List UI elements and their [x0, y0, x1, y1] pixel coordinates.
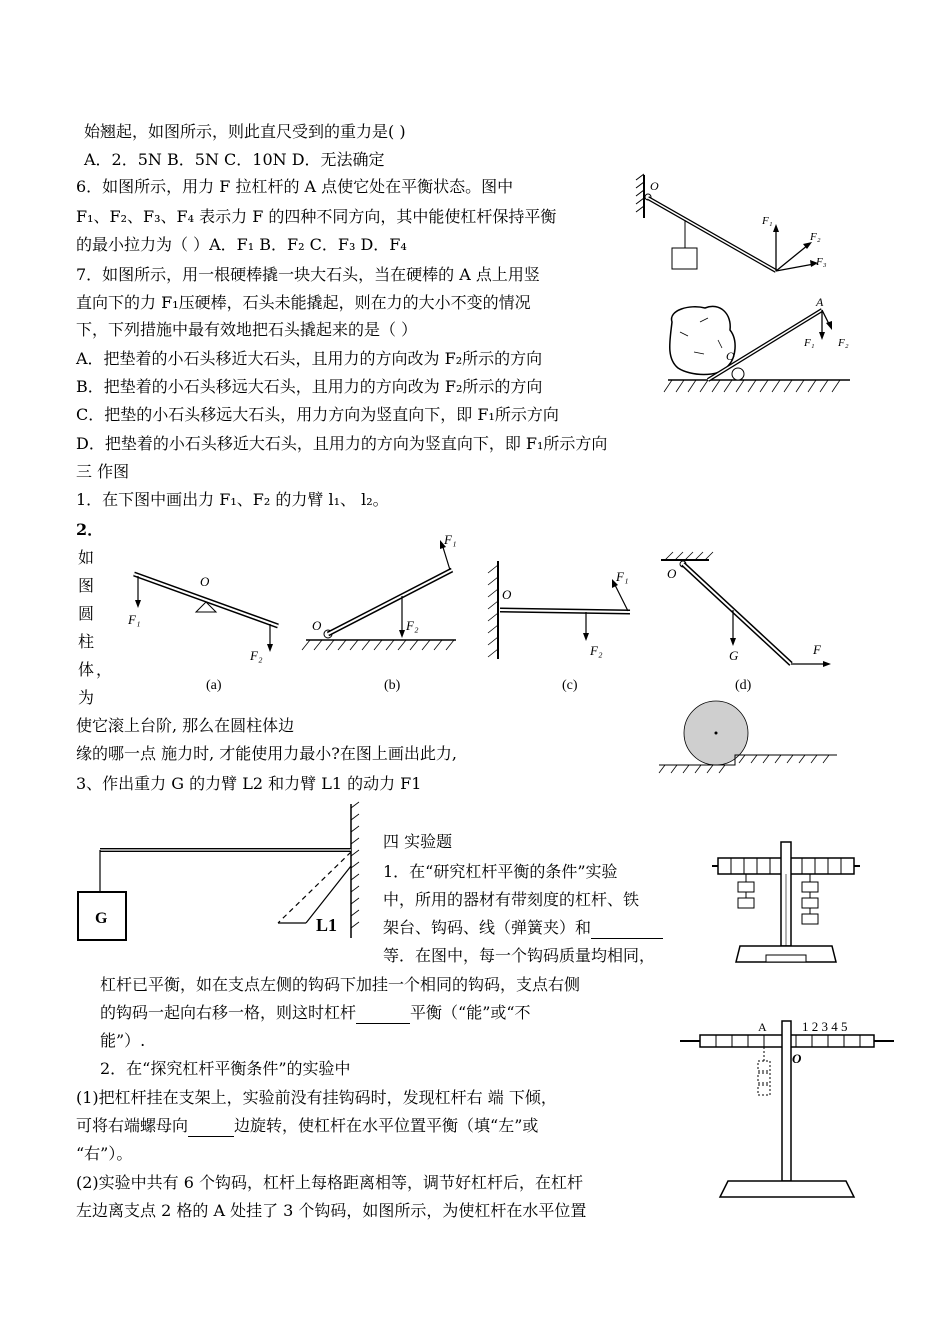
lever-figure-b — [300, 530, 470, 695]
lever-figure-c — [482, 555, 642, 695]
section3-q2-number: 2． — [76, 520, 104, 539]
q6-label-o: O — [650, 179, 659, 193]
q5-options: A．2．5N B．5N C．10N D．无法确定 — [84, 150, 385, 169]
lever-stand-figure-1 — [710, 838, 860, 973]
section3-q1: 1．在下图中画出力 F₁、F₂ 的力臂 l₁、 l₂。 — [76, 490, 389, 509]
q7-label-o: O — [726, 349, 735, 363]
section3-q2-line-1: 使它滚上台阶, 那么在圆柱体边 — [76, 716, 295, 735]
fig-c-label-f2: F₂ — [590, 643, 603, 658]
q7-label-a: A — [816, 295, 824, 309]
fig-b-label-f1: F₁ — [444, 532, 457, 547]
section3-q2-char-0: 如 — [78, 548, 95, 567]
section3-q2-char-1: 图 — [78, 576, 95, 595]
q7-option-b: B．把垫着的小石头移远大石头，且用力的方向改为 F₂所示的方向 — [76, 377, 543, 396]
fig-d-label-o: O — [667, 566, 677, 581]
section4-q1-line-7: 能”）. — [100, 1031, 146, 1050]
q7-label-f1: F₁ — [804, 337, 815, 349]
section4-q1-line-6b: 平衡（“能”或“不 — [410, 1003, 531, 1022]
fig-c-label-o: O — [502, 587, 512, 602]
fig-a-label-o: O — [200, 574, 210, 589]
fig-c-caption: (c) — [562, 678, 578, 693]
section3-q2-char-2: 圆 — [78, 604, 95, 623]
fig-d-label-g: G — [729, 648, 739, 663]
section4-q1-line-3 — [383, 918, 663, 939]
answer-blank-equipment[interactable] — [591, 918, 663, 939]
section4-q1-line-3-text: 架台、钩码、线（弹簧夹）和 — [383, 918, 592, 937]
fig3-label-l1: L1 — [316, 915, 338, 935]
q7-label-f2: F₂ — [838, 337, 849, 349]
fig-a-label-f1: F₁ — [128, 612, 141, 627]
section4-q1-line-5: 杠杆已平衡，如在支点左侧的钩码下加挂一个相同的钩码，支点右侧 — [100, 975, 581, 994]
section4-q2-p1-line-2a: 可将右端螺母向 — [76, 1116, 189, 1135]
cylinder-step-figure — [655, 695, 840, 775]
fig-b-caption: (b) — [384, 678, 401, 693]
section4-q1-line-4: 等．在图中，每一个钩码质量均相同， — [383, 946, 656, 965]
lever-figure-d — [655, 550, 840, 695]
fig2-label-a: A — [758, 1020, 767, 1034]
fig3-label-g: G — [95, 910, 108, 927]
section4-q2-p2-line-2: 左边离支点 2 格的 A 处挂了 3 个钩码，如图所示，为使杠杆在水平位置 — [76, 1201, 587, 1220]
section3-q2-line-2: 缘的哪一点 施力时, 才能使用力最小?在图上画出此力, — [76, 744, 457, 763]
q6-lever-figure — [630, 170, 830, 285]
q7-option-d: D．把垫着的小石头移近大石头，且用力的方向为竖直向下，即 F₁所示方向 — [76, 434, 608, 453]
q6-stem-line-3: 的最小拉力为（ ）A．F₁ B．F₂ C．F₃ D．F₄ — [76, 235, 407, 254]
answer-blank-balance[interactable] — [356, 1003, 410, 1024]
lever-stand-figure-2 — [678, 1015, 898, 1205]
section3-q2-char-3: 柱 — [78, 632, 95, 651]
q6-label-f2: F₂ — [810, 231, 821, 243]
fig2-scale: 1 2 3 4 5 — [802, 1019, 848, 1034]
fig-c-label-f1: F₁ — [616, 569, 629, 584]
fig-d-label-f: F — [813, 642, 821, 657]
fig-b-label-f2: F₂ — [406, 618, 419, 633]
q7-rock-lever-figure — [660, 292, 855, 402]
section3-title: 三 作图 — [76, 462, 130, 481]
section4-q1-line-6 — [100, 1003, 531, 1024]
section4-q1-line-6a: 的钩码一起向右移一格，则这时杠杆 — [100, 1003, 357, 1022]
section4-q1-line-2: 中，所用的器材有带刻度的杠杆、铁 — [383, 890, 640, 909]
fig-a-caption: (a) — [206, 678, 222, 693]
lever-figure-a — [120, 560, 290, 695]
section4-q2-p1-line-2b: 边旋转，使杠杆在水平位置平衡（填“左”或 — [234, 1116, 539, 1135]
section4-q2-p2-line-1: (2)实验中共有 6 个钩码，杠杆上每格距离相等，调节好杠杆后，在杠杆 — [76, 1173, 584, 1192]
section4-q2-p1-line-2 — [76, 1116, 538, 1137]
section3-q2-char-5: ， — [96, 660, 113, 679]
section4-q2-p1-line-1: (1)把杠杆挂在支架上，实验前没有挂钩码时，发现杠杆右 端 下倾， — [76, 1088, 557, 1107]
section4-q2-p1-line-3: “右”）。 — [76, 1144, 133, 1163]
q7-option-a: A．把垫着的小石头移近大石头，且用力的方向改为 F₂所示的方向 — [76, 349, 543, 368]
fig-d-caption: (d) — [735, 678, 752, 693]
fig-b-label-o: O — [312, 618, 322, 633]
weight-lever-figure — [70, 800, 370, 950]
q6-label-f3: F₃ — [816, 256, 827, 268]
section4-q2-title: 2．在“探究杠杆平衡条件”的实验中 — [100, 1059, 351, 1078]
fig-a-label-f2: F₂ — [250, 648, 263, 663]
q6-stem-line-1: 6．如图所示，用力 F 拉杠杆的 A 点使它处在平衡状态。图中 — [76, 177, 514, 196]
answer-blank-direction[interactable] — [188, 1116, 234, 1137]
q6-stem-line-2: F₁、F₂、F₃、F₄ 表示力 F 的四种不同方向，其中能使杠杆保持平衡 — [76, 207, 557, 226]
section4-title: 四 实验题 — [383, 832, 453, 851]
section3-q3: 3、作出重力 G 的力臂 L2 和力臂 L1 的动力 F1 — [76, 774, 422, 793]
section3-q2-char-6: 为 — [78, 688, 95, 707]
q6-label-f1: F₁ — [762, 215, 773, 227]
section4-q1-line-1: 1．在“研究杠杆平衡的条件”实验 — [383, 862, 618, 881]
q7-option-c: C．把垫的小石头移远大石头，用力方向为竖直向下，即 F₁所示方向 — [76, 405, 559, 424]
q5-stem-line: 始翘起，如图所示，则此直尺受到的重力是( ) — [84, 122, 406, 141]
q7-stem-line-3: 下，下列措施中最有效地把石头撬起来的是（ ） — [76, 320, 418, 339]
q7-stem-line-2: 直向下的力 F₁压硬棒，石头未能撬起，则在力的大小不变的情况 — [76, 293, 531, 312]
section3-q2-char-4: 体 — [78, 660, 95, 679]
fig2-label-o: O — [792, 1051, 802, 1066]
q7-stem-line-1: 7．如图所示，用一根硬棒撬一块大石头，当在硬棒的 A 点上用竖 — [76, 265, 540, 284]
